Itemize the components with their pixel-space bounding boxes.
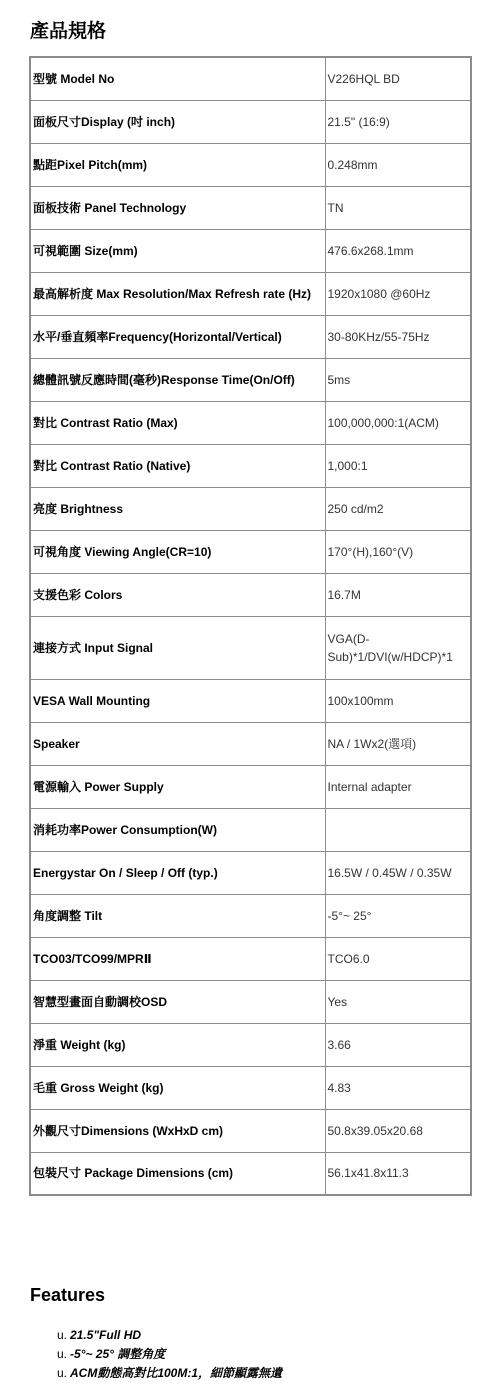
spec-value: Yes (325, 980, 471, 1023)
spec-value: 16.7M (325, 573, 471, 616)
table-row (30, 100, 471, 143)
table-row (30, 616, 471, 679)
table-row (30, 679, 471, 722)
spec-value: 100,000,000:1(ACM) (325, 401, 471, 444)
spec-value: 21.5" (16:9) (325, 100, 471, 143)
spec-value: 3.66 (325, 1023, 471, 1066)
spec-table (29, 56, 472, 1196)
spec-label: 型號 Model No (30, 57, 325, 100)
spec-value: 476.6x268.1mm (325, 229, 471, 272)
spec-value (325, 808, 471, 851)
spec-value: TCO6.0 (325, 937, 471, 980)
spec-label: 連接方式 Input Signal (30, 616, 325, 679)
table-row (30, 980, 471, 1023)
spec-value: Internal adapter (325, 765, 471, 808)
spec-label: TCO03/TCO99/MPRⅡ (30, 937, 325, 980)
table-row (30, 315, 471, 358)
table-row (30, 444, 471, 487)
table-row (30, 808, 471, 851)
table-row (30, 229, 471, 272)
spec-value: TN (325, 186, 471, 229)
spec-label: 智慧型畫面自動調校OSD (30, 980, 325, 1023)
spec-value: 250 cd/m2 (325, 487, 471, 530)
table-row (30, 143, 471, 186)
feature-text: -5°~ 25° 調整角度 (70, 1347, 166, 1361)
table-row (30, 851, 471, 894)
bullet: u. (57, 1366, 68, 1380)
spec-label: 對比 Contrast Ratio (Max) (30, 401, 325, 444)
table-row (30, 530, 471, 573)
spec-label: 淨重 Weight (kg) (30, 1023, 325, 1066)
spec-label: Speaker (30, 722, 325, 765)
table-row (30, 573, 471, 616)
table-row (30, 487, 471, 530)
bullet: u. (57, 1328, 68, 1342)
spec-label: 對比 Contrast Ratio (Native) (30, 444, 325, 487)
spec-label: Energystar On / Sleep / Off (typ.) (30, 851, 325, 894)
table-row (30, 894, 471, 937)
list-item (57, 1364, 282, 1383)
page-title: 產品規格 (30, 21, 107, 42)
spec-label: 最高解析度 Max Resolution/Max Refresh rate (Hz) (30, 272, 325, 315)
spec-value: 1,000:1 (325, 444, 471, 487)
spec-value: 50.8x39.05x20.68 (325, 1109, 471, 1152)
spec-label: 面板尺寸Display (吋 inch) (30, 100, 325, 143)
spec-label: 電源輸入 Power Supply (30, 765, 325, 808)
table-row (30, 186, 471, 229)
spec-value: 30-80KHz/55-75Hz (325, 315, 471, 358)
spec-value: 16.5W / 0.45W / 0.35W (325, 851, 471, 894)
table-row (30, 1066, 471, 1109)
spec-label: 外觀尺寸Dimensions (WxHxD cm) (30, 1109, 325, 1152)
table-row (30, 1109, 471, 1152)
spec-label: 可視角度 Viewing Angle(CR=10) (30, 530, 325, 573)
table-row (30, 358, 471, 401)
bullet: u. (57, 1347, 68, 1361)
table-row (30, 401, 471, 444)
spec-value: 0.248mm (325, 143, 471, 186)
spec-label: 面板技術 Panel Technology (30, 186, 325, 229)
table-row (30, 57, 471, 100)
table-row (30, 272, 471, 315)
list-item (57, 1326, 282, 1345)
spec-value: -5°~ 25° (325, 894, 471, 937)
spec-value: 100x100mm (325, 679, 471, 722)
spec-value: V226HQL BD (325, 57, 471, 100)
features-list (57, 1326, 282, 1383)
spec-value: 56.1x41.8x11.3 (325, 1152, 471, 1195)
table-row (30, 1152, 471, 1195)
table-row (30, 765, 471, 808)
spec-label: 角度調整 Tilt (30, 894, 325, 937)
spec-label: 包裝尺寸 Package Dimensions (cm) (30, 1152, 325, 1195)
spec-label: 毛重 Gross Weight (kg) (30, 1066, 325, 1109)
spec-label: 總體訊號反應時間(毫秒)Response Time(On/Off) (30, 358, 325, 401)
table-row (30, 937, 471, 980)
spec-label: 消耗功率Power Consumption(W) (30, 808, 325, 851)
spec-label: 亮度 Brightness (30, 487, 325, 530)
feature-text: 21.5"Full HD (70, 1328, 142, 1342)
features-heading: Features (30, 1285, 106, 1305)
spec-value: 4.83 (325, 1066, 471, 1109)
spec-label: 支援色彩 Colors (30, 573, 325, 616)
spec-label: 可視範圍 Size(mm) (30, 229, 325, 272)
spec-value: VGA(D-Sub)*1/DVI(w/HDCP)*1 (325, 616, 471, 679)
spec-value: NA / 1Wx2(選項) (325, 722, 471, 765)
table-row (30, 722, 471, 765)
feature-text: ACM動態高對比100M:1，細節顯露無遺 (70, 1366, 283, 1380)
table-row (30, 1023, 471, 1066)
spec-label: 水平/垂直頻率Frequency(Horizontal/Vertical) (30, 315, 325, 358)
spec-value: 1920x1080 @60Hz (325, 272, 471, 315)
spec-label: VESA Wall Mounting (30, 679, 325, 722)
spec-value: 170°(H),160°(V) (325, 530, 471, 573)
spec-value: 5ms (325, 358, 471, 401)
list-item (57, 1345, 282, 1364)
spec-label: 點距Pixel Pitch(mm) (30, 143, 325, 186)
